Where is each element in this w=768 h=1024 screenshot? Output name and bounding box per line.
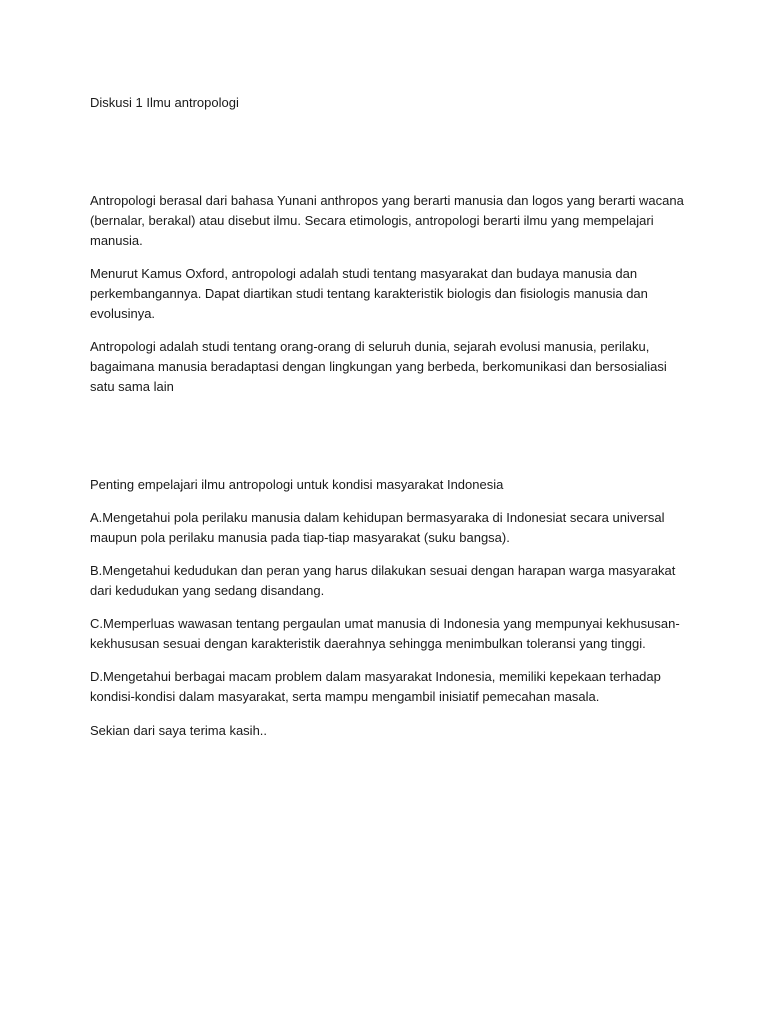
paragraph-definition-study: Antropologi adalah studi tentang orang-orang di seluruh dunia, sejarah evolusi manusia, perilaku, bagaimana manusia beradaptasi dengan lingkungan yang berbeda, berkomunikasi dan bersosialiasi satu sama lain: [90, 339, 667, 394]
list-item-b: B.Mengetahui kedudukan dan peran yang harus dilakukan sesuai dengan harapan warga masyarakat dari kedudukan yang sedang disandang.: [90, 563, 676, 598]
list-item-a: A.Mengetahui pola perilaku manusia dalam kehidupan bermasyaraka di Indonesiat secara universal maupun pola perilaku manusia pada tiap-tiap masyarakat (suku bangsa).: [90, 510, 665, 545]
list-item-d: D.Mengetahui berbagai macam problem dalam masyarakat Indonesia, memiliki kepekaan terhadap kondisi-kondisi dalam masyarakat, serta mampu mengambil inisiatif pemecahan masala.: [90, 669, 661, 704]
paragraph-definition-etymology: Antropologi berasal dari bahasa Yunani anthropos yang berarti manusia dan logos yang berarti wacana (bernalar, berakal) atau disebut ilmu. Secara etimologis, antropologi berarti ilmu yang mempelajari manusia.: [90, 193, 684, 248]
section-heading-importance: Penting empelajari ilmu antropologi untuk kondisi masyarakat Indonesia: [90, 477, 504, 492]
closing-line: Sekian dari saya terima kasih..: [90, 723, 268, 738]
list-item-c: C.Memperluas wawasan tentang pergaulan umat manusia di Indonesia yang mempunyai kekhususan-kekhususan sesuai dengan karakteristik daerahnya sehingga menimbulkan toleransi yang tinggi.: [90, 616, 680, 651]
document-title: Diskusi 1 Ilmu antropologi: [90, 95, 239, 110]
paragraph-definition-oxford: Menurut Kamus Oxford, antropologi adalah studi tentang masyarakat dan budaya manusia dan perkembangannya. Dapat diartikan studi tentang karakteristik biologis dan fisiologis manusia dan evolusinya.: [90, 266, 648, 321]
